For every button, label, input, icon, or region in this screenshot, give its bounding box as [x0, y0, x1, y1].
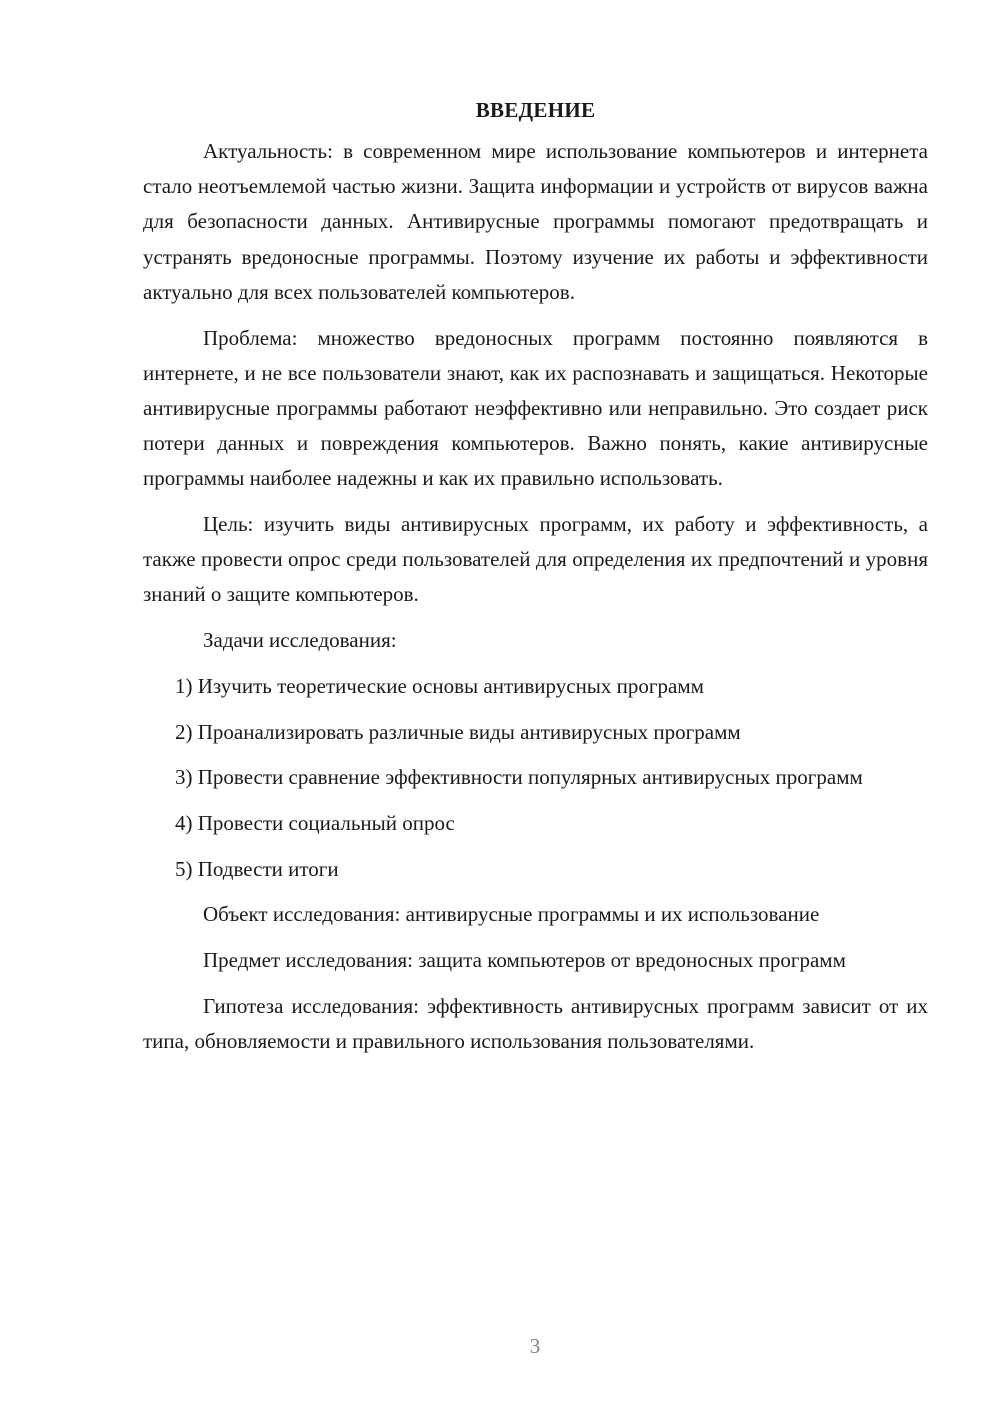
paragraph-goal: Цель: изучить виды антивирусных программ, их работу и эффективность, а также провести опрос среди пользователей для определения их предпочтений и уровня знаний о защите компьютеров. [143, 512, 928, 607]
task-item: 2) Проанализировать различные виды антивирусных программ [175, 719, 741, 744]
page-number: 3 [529, 1334, 541, 1358]
task-item: 1) Изучить теоретические основы антивирусных программ [175, 673, 704, 698]
document-page [143, 93, 928, 1070]
paragraph-subject: Предмет исследования: защита компьютеров от вредоносных программ [203, 948, 846, 973]
page-title: ВВЕДЕНИЕ [475, 98, 596, 122]
task-item: 5) Подвести итоги [175, 856, 339, 881]
paragraph-relevance: Актуальность: в современном мире использование компьютеров и интернета стало неотъемлемой частью жизни. Защита информации и устройств от вирусов важна для безопасности данных. Антивирусные программы помогают предотвращать и устранять вредоносные программы. Поэтому изучение их работы и эффективности актуально для всех пользователей компьютеров. [143, 139, 928, 304]
paragraph-tasks-heading: Задачи исследования: [203, 628, 397, 653]
task-item: 4) Провести социальный опрос [175, 810, 455, 835]
paragraph-object: Объект исследования: антивирусные программы и их использование [203, 902, 820, 927]
task-item: 3) Провести сравнение эффективности популярных антивирусных программ [175, 765, 863, 790]
paragraph-problem: Проблема: множество вредоносных программ постоянно появляются в интернете, и не все пользователи знают, как их распознавать и защищаться. Некоторые антивирусные программы работают неэффективно или неправильно. Это создает риск потери данных и повреждения компьютеров. Важно понять, какие антивирусные программы наиболее надежны и как их правильно использовать. [143, 325, 928, 491]
paragraph-hypothesis: Гипотеза исследования: эффективность антивирусных программ зависит от их типа, обновляемости и правильного использования пользователями. [143, 993, 928, 1053]
